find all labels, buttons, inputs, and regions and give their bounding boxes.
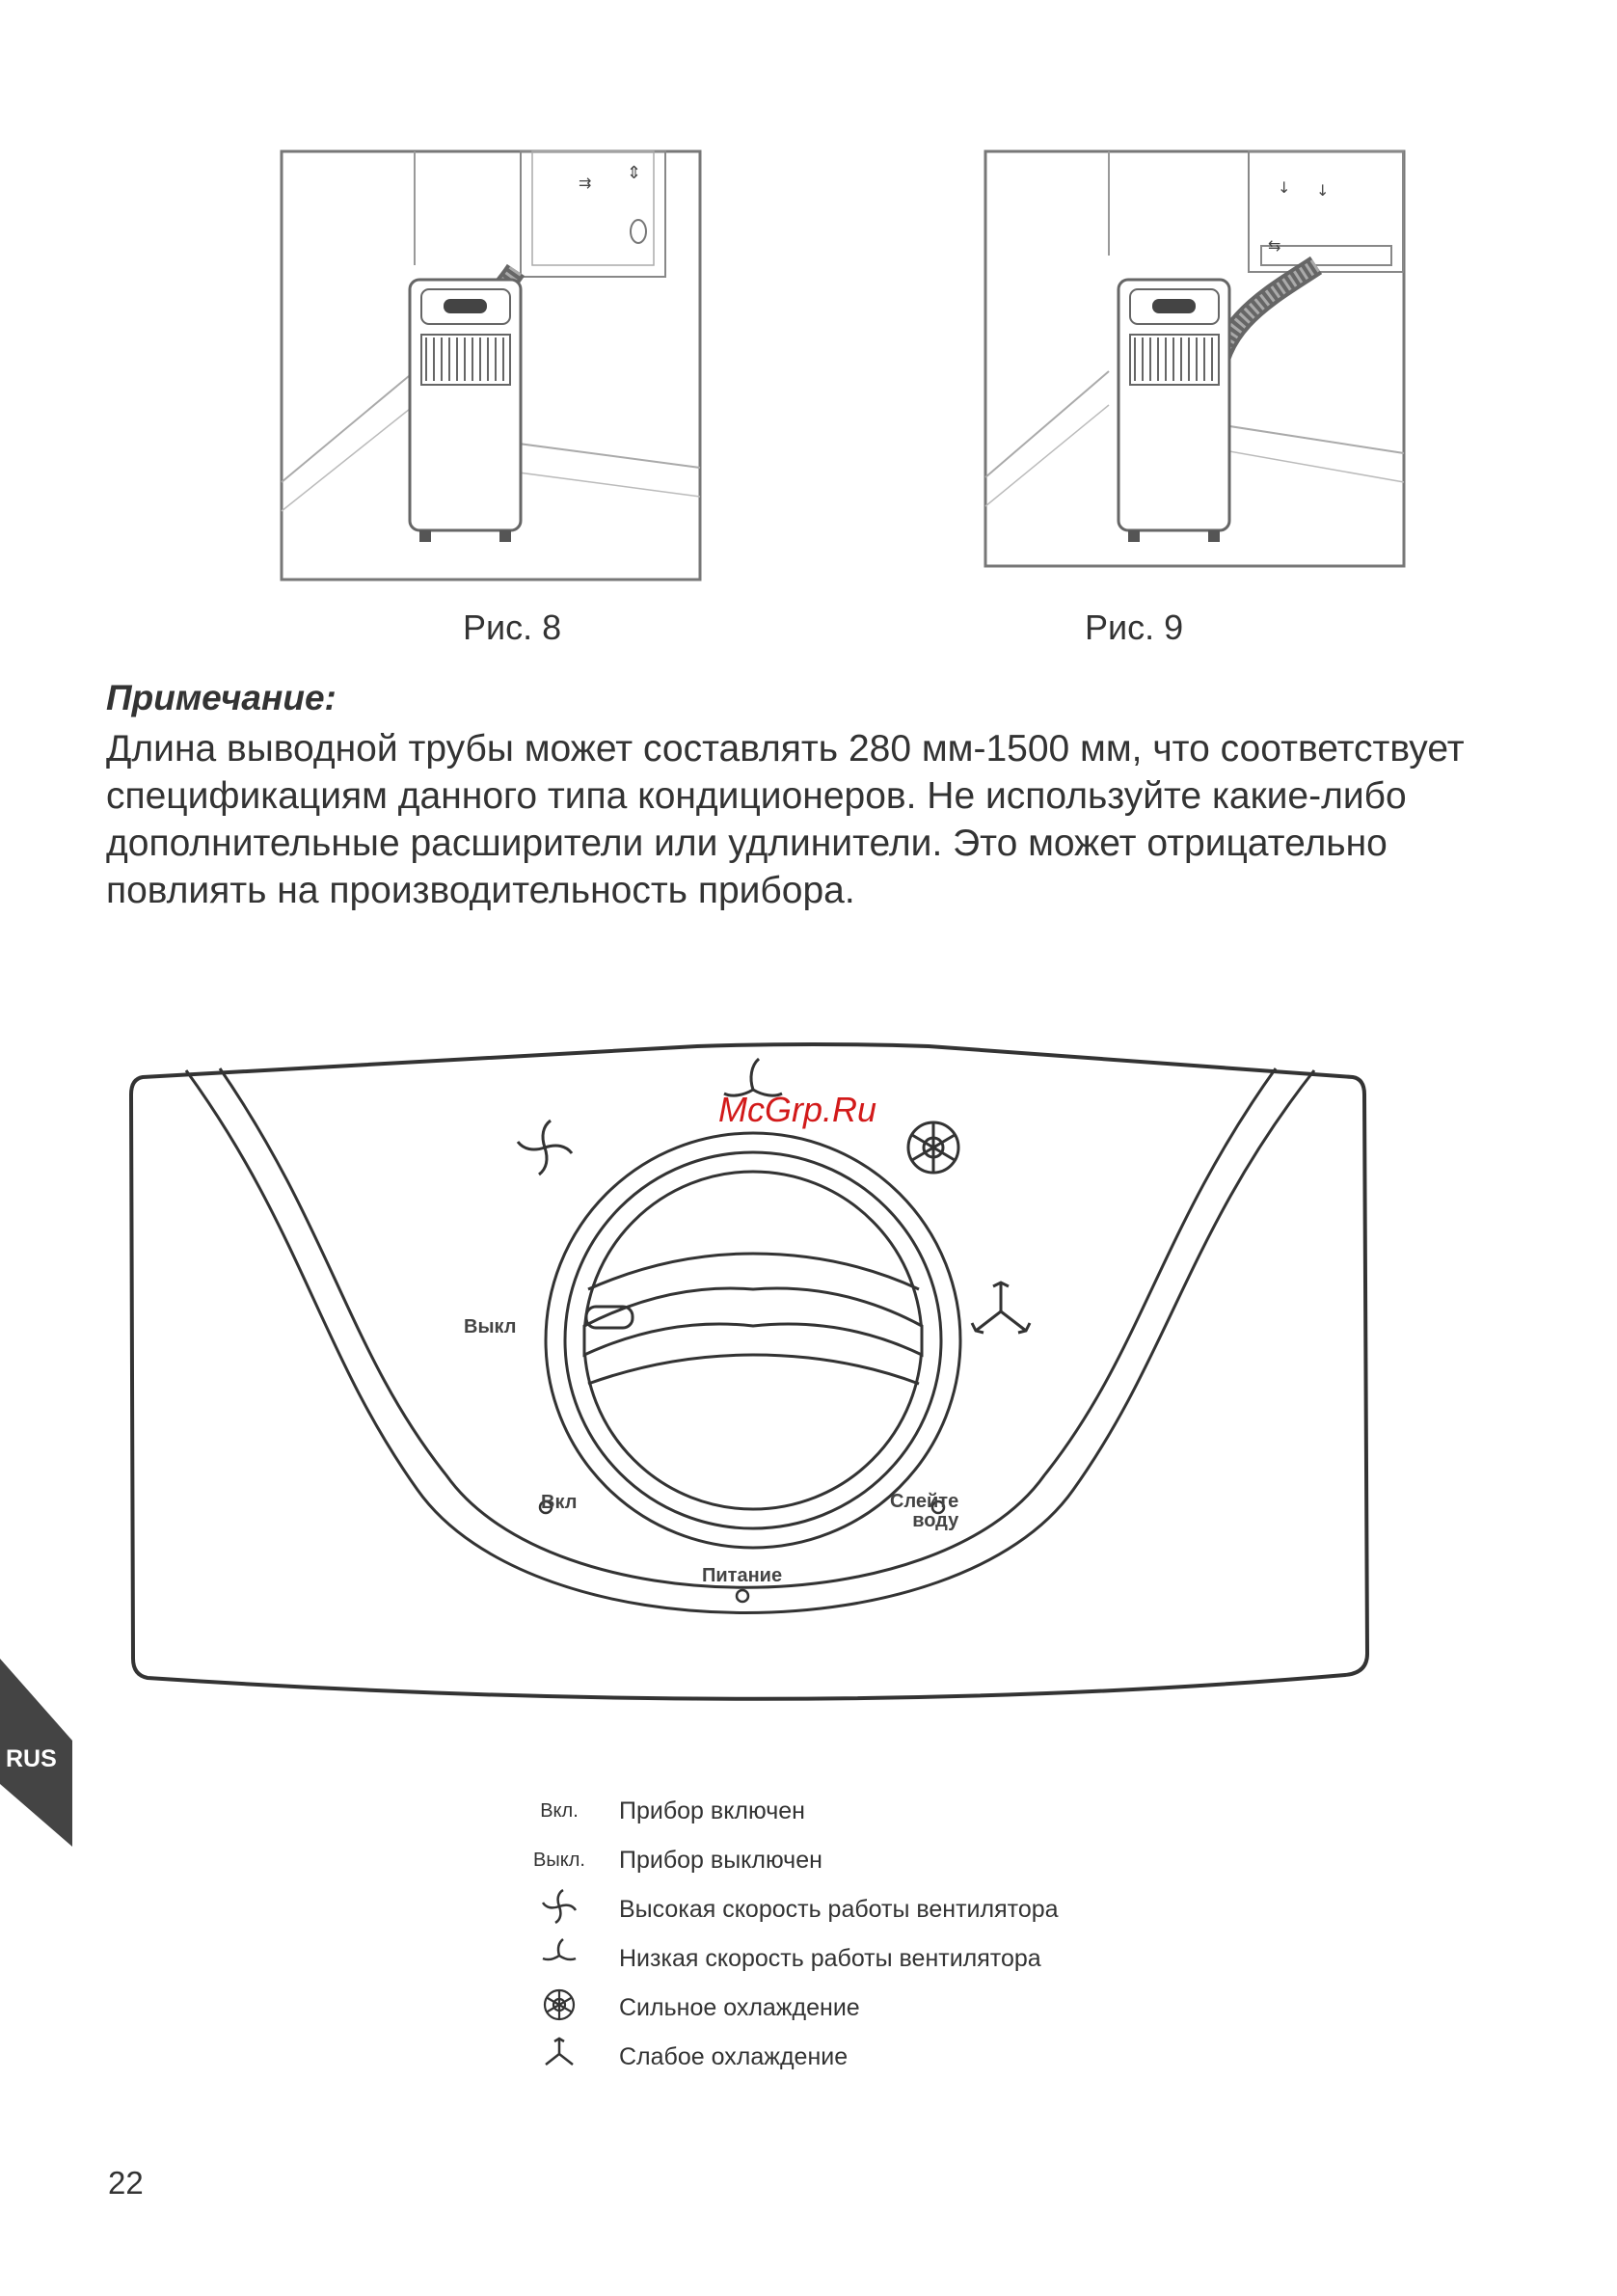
page-number: 22 bbox=[108, 2165, 144, 2201]
high-fan-icon bbox=[542, 1889, 577, 1924]
power-label: Питание bbox=[702, 1565, 783, 1586]
on-label: Вкл bbox=[541, 1492, 578, 1513]
low-fan-icon bbox=[542, 1938, 577, 1973]
svg-text:↓: ↓ bbox=[1316, 181, 1330, 200]
legend-desc: Сильное охлаждение bbox=[619, 1994, 860, 2021]
figure-9-illustration bbox=[984, 149, 1408, 574]
off-label: Выкл bbox=[464, 1316, 517, 1337]
language-tab-label: RUS bbox=[6, 1745, 57, 1772]
figure-9-caption: Рис. 9 bbox=[1085, 608, 1184, 647]
svg-text:⇆: ⇆ bbox=[1268, 236, 1281, 255]
control-panel-diagram bbox=[128, 1037, 1382, 1716]
drain-label: Слейте воду bbox=[890, 1491, 959, 1531]
control-panel-drawing bbox=[128, 1037, 1382, 1712]
snowflake-icon bbox=[542, 1987, 577, 2022]
legend-desc: Высокая скорость работы вентилятора bbox=[619, 1896, 1059, 1923]
legend-desc: Слабое охлаждение bbox=[619, 2043, 849, 2070]
svg-text:↓: ↓ bbox=[1278, 178, 1291, 197]
svg-text:⇉: ⇉ bbox=[579, 174, 592, 192]
note-title: Примечание: bbox=[106, 678, 337, 717]
figure-8 bbox=[280, 149, 704, 583]
note-body: Длина выводной трубы может составлять 280 мм-1500 мм, что соответствует спецификациям данного типа кондиционеров. Не используйте какие-либо дополнительные расширители или удлинители. Это может отрицательно повлиять на производительность прибора. bbox=[106, 728, 1465, 911]
figure-8-illustration bbox=[280, 149, 704, 583]
legend-desc: Прибор выключен bbox=[619, 1847, 822, 1874]
weak-cool-icon bbox=[542, 2037, 577, 2071]
legend-key: Вкл. bbox=[540, 1800, 579, 1822]
legend-desc: Низкая скорость работы вентилятора bbox=[619, 1945, 1041, 1972]
svg-text:⇕: ⇕ bbox=[627, 163, 642, 183]
legend-key: Выкл. bbox=[533, 1850, 585, 1871]
figure-9 bbox=[984, 149, 1408, 574]
figure-8-caption: Рис. 8 bbox=[463, 608, 562, 647]
legend-desc: Прибор включен bbox=[619, 1797, 805, 1824]
watermark: McGrp.Ru bbox=[718, 1090, 877, 1129]
